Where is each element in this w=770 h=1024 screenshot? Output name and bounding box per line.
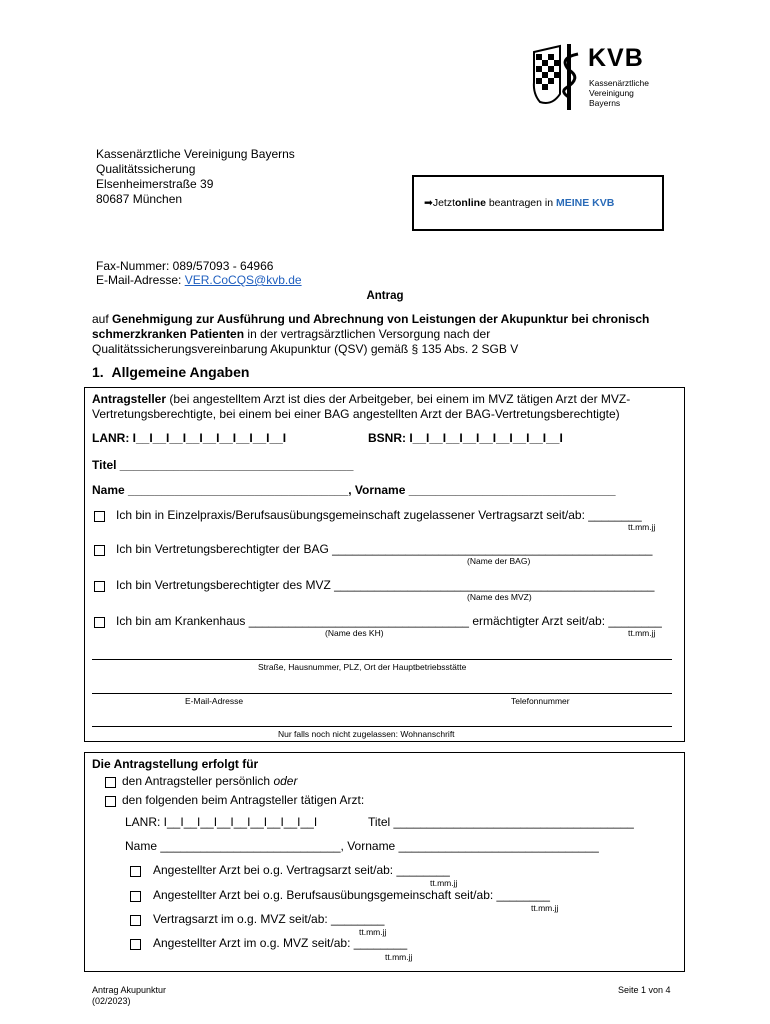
- checkbox-einzelpraxis[interactable]: [94, 511, 105, 522]
- checkbox-following-doctor[interactable]: [105, 796, 116, 807]
- kvb-emblem-icon: [530, 42, 586, 112]
- email-phone-input-line[interactable]: [92, 693, 672, 694]
- date-hint: tt.mm.jj: [359, 927, 387, 937]
- date-hint: tt.mm.jj: [628, 628, 656, 638]
- date-hint: tt.mm.jj: [430, 878, 458, 888]
- sub2-label: Angestellter Arzt bei o.g. Berufsausübungsgemeinschaft seit/ab: ________: [153, 888, 550, 902]
- antragsteller-note-line2: Vertretungsberechtigte, bei einem bei einer BAG angestellten Arzt der BAG-Vertretungsberechtigte): [92, 407, 620, 421]
- street-hint: Straße, Hausnummer, PLZ, Ort der Hauptbetriebsstätte: [258, 662, 467, 672]
- sub3-label: Vertragsarzt im o.g. MVZ seit/ab: ________: [153, 912, 385, 926]
- page-title: Antrag: [366, 290, 404, 302]
- lanr-field-2[interactable]: LANR: I__I__I__I__I__I__I__I__I__I: [125, 815, 318, 829]
- page-number: Seite 1 von 4: [618, 985, 671, 995]
- checkbox-sub3[interactable]: [130, 915, 141, 926]
- section2-heading: Die Antragstellung erfolgt für: [92, 757, 259, 771]
- email-label: E-Mail-Adresse:: [96, 273, 185, 287]
- checkbox-personal[interactable]: [105, 777, 116, 788]
- online-bold: online: [455, 197, 486, 209]
- home-address-hint: Nur falls noch nicht zugelassen: Wohnanschrift: [278, 729, 455, 739]
- kvb-logo: [530, 42, 670, 112]
- home-address-input-line[interactable]: [92, 726, 672, 727]
- option-personal-label: den Antragsteller persönlich oder: [122, 774, 298, 788]
- checkbox-sub2[interactable]: [130, 891, 141, 902]
- meine-kvb-link[interactable]: MEINE KVB: [555, 197, 615, 209]
- date-hint: tt.mm.jj: [628, 522, 656, 532]
- contact-info: [96, 259, 302, 287]
- logo-title: KVB: [588, 44, 644, 72]
- name-vorname-field-2[interactable]: Name ___________________________, Vorname ______________________________: [125, 839, 599, 853]
- titel-field-2[interactable]: Titel ____________________________________: [368, 815, 634, 829]
- lanr-field[interactable]: LANR: I__I__I__I__I__I__I__I__I__I: [92, 431, 287, 445]
- section2-box: [84, 752, 685, 972]
- intro-bold: Genehmigung zur Ausführung und Abrechnung von Leistungen der Akupunktur bei chronisch schmerzkranken Patienten: [92, 312, 650, 341]
- arrow-right-icon: ➡: [424, 197, 433, 209]
- bag-name-hint: (Name der BAG): [467, 556, 531, 566]
- intro-prefix: auf: [92, 312, 113, 326]
- option-following-doctor-label: den folgenden beim Antragsteller tätigen Arzt:: [122, 793, 365, 807]
- footer-doc-name: Antrag Akupunktur: [92, 985, 167, 995]
- option-einzelpraxis-label: Ich bin in Einzelpraxis/Berufsausübungsgemeinschaft zugelassener Vertragsarzt seit/ab: ________: [116, 508, 642, 522]
- bsnr-field[interactable]: BSNR: I__I__I__I__I__I__I__I__I__I: [368, 431, 563, 445]
- phone-hint: Telefonnummer: [511, 696, 570, 706]
- kh-name-hint: (Name des KH): [325, 628, 384, 638]
- online-middle: beantragen in: [485, 197, 556, 209]
- checkbox-mvz[interactable]: [94, 581, 105, 592]
- mvz-name-hint: (Name des MVZ): [467, 592, 532, 602]
- apply-online-box[interactable]: [412, 175, 664, 231]
- antragsteller-label: Antragsteller: [92, 392, 167, 406]
- checkbox-sub4[interactable]: [130, 939, 141, 950]
- sub1-label: Angestellter Arzt bei o.g. Vertragsarzt seit/ab: ________: [153, 863, 450, 877]
- titel-field[interactable]: Titel ___________________________________: [92, 458, 354, 472]
- name-vorname-field[interactable]: Name _________________________________, Vorname _______________________________: [92, 483, 616, 497]
- section1-box: [84, 387, 685, 742]
- date-hint: tt.mm.jj: [531, 903, 559, 913]
- footer-left: [92, 985, 166, 1007]
- checkbox-krankenhaus[interactable]: [94, 617, 105, 628]
- checkbox-sub1[interactable]: [130, 866, 141, 877]
- section-heading: 1. Allgemeine Angaben: [92, 364, 250, 380]
- recipient-address: [96, 147, 295, 207]
- address-line: 80687 München: [96, 192, 183, 206]
- address-line: Elsenheimerstraße 39: [96, 177, 214, 191]
- option-krankenhaus-label: Ich bin am Krankenhaus _________________________________ ermächtigter Arzt seit/ab: ________: [116, 614, 662, 628]
- antragsteller-note: (bei angestelltem Arzt ist dies der Arbeitgeber, bei einem im MVZ tätigen Arzt der MVZ-: [166, 392, 631, 406]
- intro-paragraph: [92, 312, 662, 357]
- logo-subtitle-line: Bayerns: [589, 98, 621, 108]
- fax-number: Fax-Nummer: 089/57093 - 64966: [96, 259, 274, 273]
- online-prefix: Jetzt: [432, 197, 455, 209]
- logo-subtitle-line: Kassenärztliche: [589, 78, 650, 88]
- intro-rest: in der vertragsärztlichen Versorgung nach der Qualitätssicherungsvereinbarung Akupunktur (QSV) gemäß § 135 Abs. 2 SGB V: [92, 327, 519, 356]
- street-input-line[interactable]: [92, 659, 672, 660]
- email-link[interactable]: VER.CoCQS@kvb.de: [184, 273, 302, 287]
- address-line: Qualitätssicherung: [96, 162, 196, 176]
- checkbox-bag[interactable]: [94, 545, 105, 556]
- logo-subtitle-line: Vereinigung: [589, 88, 634, 98]
- email-hint: E-Mail-Adresse: [185, 696, 244, 706]
- option-bag-label: Ich bin Vertretungsberechtigter der BAG ________________________________________________: [116, 542, 653, 556]
- sub4-label: Angestellter Arzt im o.g. MVZ seit/ab: ________: [153, 936, 408, 950]
- footer-doc-date: (02/2023): [92, 996, 131, 1006]
- option-mvz-label: Ich bin Vertretungsberechtigter des MVZ ________________________________________________: [116, 578, 655, 592]
- address-line: Kassenärztliche Vereinigung Bayerns: [96, 147, 295, 161]
- date-hint: tt.mm.jj: [385, 952, 413, 962]
